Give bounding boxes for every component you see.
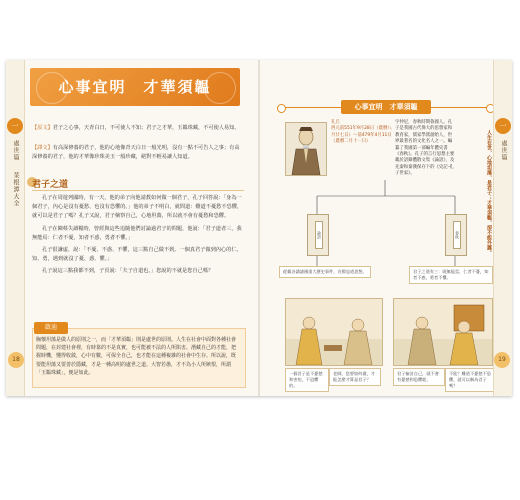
- lunyu-book-icon: [307, 214, 329, 256]
- title-banner: [30, 68, 240, 106]
- section-divider: [32, 190, 244, 191]
- caption-books-left: 從載各讀諸國重大歷史事件，宣揚忠道思想。: [279, 266, 371, 278]
- caption-books-right: 君子之道有三：既無能焉，仁者不憂，知者不惑，勇者不懼。: [409, 266, 493, 284]
- book-title-vertical: 菜根譚大全: [12, 172, 19, 207]
- body-text: [32, 194, 244, 280]
- bio-name: 孔丘: [331, 120, 340, 125]
- chunqiu-book-icon: [445, 214, 467, 256]
- illustration-panel-left: [285, 298, 383, 366]
- side-note: 人生在世，心地坦蕩，是君子；才華須韞，卻不能外露。: [486, 130, 492, 255]
- chapter-label: 處世篇: [12, 140, 19, 161]
- page-number-right: 19: [494, 352, 510, 368]
- section-title: 君子之道: [32, 180, 69, 190]
- caption-panel-1: 一個君子是不憂愁和害怕，不恐懼的。: [285, 368, 329, 392]
- translation-tag: 【譯文】: [32, 145, 53, 151]
- bio-dates: 西元前551年9月28日（農曆八月廿七日）～前479年4月11日（農曆二月十一日）: [331, 126, 392, 145]
- chapter-label: 處世篇: [500, 140, 507, 161]
- book-spread: [6, 60, 512, 396]
- paragraph: 孔子說這三點我都不到，子貢說：「夫子自道也。」您說的不就是您自己嗎？: [42, 268, 214, 275]
- illustration-panel-right: [393, 298, 493, 366]
- bio-text: 字仲尼，春秋時期魯國人。孔子是我國古代偉大的思想家和教育家，儒家學派創始人，世界最著名的文化名人之一。編纂了我國第一部編年體史書《春秋》。孔子的言行思想主要載於語錄體散文集《論語》，及先秦和秦漢保存下的《史記·孔子世家》。: [395, 120, 455, 177]
- book-label: 春秋: [453, 221, 461, 249]
- original-text: [32, 124, 244, 133]
- translation-body: 有高深修養的君子，他的心地像青天白日一般光明，沒有一點不可告人之事；有高深修養的君子，他的才華像珍珠美玉一般珍藏，絕對不輕易讓人知道。: [32, 145, 240, 160]
- paragraph: 孔子很謙虛，說：「不憂、不惑、不懼，這三點自己做不到。一個真君子做到內心的仁，知、勇，遇到就沒了憂、惑、懼。」: [32, 247, 242, 263]
- book-label: 論語: [315, 221, 323, 249]
- insight-text: 胸懷坦蕩是做人的原則之一，而「才華須韞」則是處世的原則。人生在社會中面對各種社會問題，在封建社會裡，有時靠的不是真實，也可能被不法的人所陷害。潛藏自己的才能，把握時機，懂得收斂，心中有數，可保全自己，也才能在這種複雜的社會中生存。所以說，既要能坦蕩又要善於隱藏，才是一種高明的處世之道。大智若愚，才不為小人所嫉恨，所謂「玉韞珠藏」，便是如此。: [36, 337, 237, 376]
- insight-badge: 啟迪: [34, 322, 68, 334]
- page-title: 心事宜明 才華須韞: [58, 78, 212, 96]
- original-body: 君子之心事，天青白日，不可使人不知；君子之才華，玉韞珠藏，不可使人易知。: [52, 125, 240, 131]
- right-page: [259, 60, 512, 396]
- left-side-tab: [6, 60, 25, 396]
- right-title-banner: 心事宜明 才華須韞: [341, 100, 431, 114]
- caption-panel-3: 君子檢討自己，就不會有憂愁和恐懼呢。: [393, 368, 445, 386]
- original-tag: 【原文】: [32, 125, 53, 131]
- left-page: [6, 60, 259, 396]
- chapter-number-badge: 一: [495, 118, 511, 134]
- page-number-left: 18: [8, 352, 24, 368]
- paragraph: 孔子在周遊列國時，有一天，他的弟子向他請教如何做一個君子，孔子回答說：「身為一個君子，內心是沒有憂愁、也沒有恐懼的。」他的弟子不明白，就問道：難道不憂愁不恐懼，就可以是君子了嗎？孔子又說，君子檢察自己，心地坦蕩，所以就不會有憂愁和恐懼。: [32, 195, 243, 220]
- caption-panel-4: 不能？難道不憂愁不恐懼，就可以稱為君子嗎？: [445, 368, 495, 392]
- right-side-tab: [493, 60, 512, 396]
- caption-panel-2: 老師，您要如何做，才能怎麼才算是君子？: [329, 368, 381, 386]
- chapter-number-badge: 一: [7, 118, 23, 134]
- translation-text: [32, 144, 244, 161]
- paragraph: 孔子在陳蔡失讀糧時，曾經與這些追隨他們討論過君子的問題，他說：「君子道者三，我無能焉：仁者不憂，知者不惑，勇者不懼。」: [32, 225, 242, 241]
